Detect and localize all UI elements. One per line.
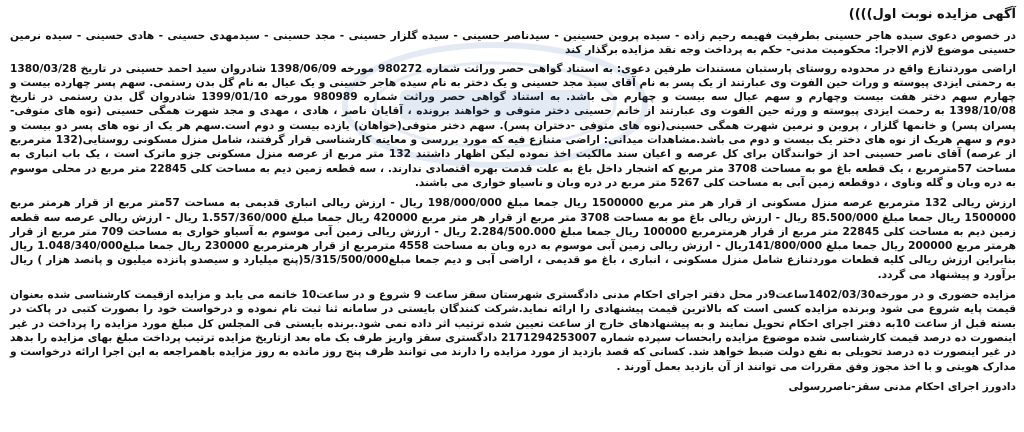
valuation-paragraph: ارزش ریالی 132 مترمربع عرصه منزل مسکونی از قرار هر متر مربع 1500000 ریال جمعا مبلغ 198/000/000 ریال - ارزش ریالی انباری قدیمی به مساحت 57متر مربع از قرار هرمتر مربع 1500000 ریال جمعا مبلغ 85.500/000 ریال - ارزش ریالی باغ مو به مساحت 3708 متر مربع از قرار هر متر مربع 420000 ریال جمعا مبلغ 1.557/360/000 ریال - ارزش ریالی عرصه سه قطعه زمین دیم به مساحت کلی 22845 متر مربع از قرار هرمترمربع 100000 ریال جمعا مبلغ 2.284/500.000 ریال - ارزش ریالی زمین آبی موسوم به آسیاو خواری به مساحت 709 متر مربع از قرار هرمتر مربع 200000 ریال جمعا مبلغ 141/800/000ریال - ارزش ریالی زمین آبی موسوم به دره وبان به مساحت 4558 مترمربع از قرار هرمترمربع 230000 ریال جمعا مبلغ1.048/340/000 ریال بنابراین ارزش ریالی کلیه قطعات موردتنازع شامل منزل مسکونی ، انباری ، باغ مو قدیمی ، اراضی آبی و دیم جمعا مبلغ5/315/500/000(پنج میلیارد و سیصدو پانزده میلیون و پانصد هزار ) ریال برآورد و پیشنهاد می گردد. (10, 197, 1017, 281)
case-parties-paragraph: در خصوص دعوی سیده هاجر حسینی بطرفیت فهیمه رحیم زاده - سیده پروین حسینین - سیدناصر حسینی - سیده گلزار حسینی - مجد حسینی - سیدمهدی حسینی - هادی حسینی - سیده نرمین حسینی موضوع لازم الاجرا: محکومیت مدنی- حکم به پرداخت وجه نقد مزایده برگذار کند (10, 30, 1016, 57)
notice-title: آگهی مزایده نوبت اول)))) (848, 7, 1016, 22)
auction-terms-paragraph: مزایده حضوری و در مورخه1402/03/30ساعت9در محل دفتر اجرای احکام مدنی دادگستری شهرستان سقز ساعت 9 شروع و در ساعت10 خاتمه می یابد و مزایده ازقیمت کارشناسی شده بعنوان قیمت پایه شروع می شود وبرنده مزایده کسی است که بالاترین قیمت پیشنهادی را ارائه نماید.شرکت کنندگان بایستی در سامانه ثنا ثبت نام نموده و درخواست خود را بصورت کتبی در پاکت در بسته قبل از ساعت 10به دفتر اجرای احکام تحویل نمایند و به پیشنهادهای خارج از ساعت تعیین شده ترتیب اثر داده نمی شود.برنده بایستی فی المجلس کل مبلغ مورد مزایده را پرداخت در غیر اینصورت ده درصد قیمت کارشناسی شده موضوع مزایده رابحساب سپرده شماره 2171294253007 دادگستری سقز واریز طرف یک ماه بعد ازتاریخ مزایده ترتیب پرداخت مبلغ بهای مزایده را بدهد در غیر اینصورت ده درصد تحویلی به نفع دولت ضبط خواهد شد. کسانی که قصد بازدید از مورد مزایده را دارند می توانند ظرف پنج روز مانده به روز مزایده باهمراجعه به این اجرا ارائه درخواست و مدارک هویتی و با اخذ مجوز وفق مقررات می توانند از آن بازدید بعمل آورند . (10, 289, 1016, 373)
property-description-paragraph: اراضی موردتنازع واقع در محدوده روستای پارستبان مستندات طرفین دعوی: به استناد گواهی حصر وراثت شماره 980272 مورخه 1398/06/09 شادروان سید احمد حسینی در تاریخ 1380/03/28 به رحمتی ایزدی پیوسته و ورات حین الفوت وی عبارتند از یک پسر به نام آقای سید مجد حسینی و یک دختر به نام سیده هاجر حسینی و یک عیال به نام گل بدن رستمی. سهم پسر چهارده بیست و چهارم سهم دختر هفت بیست وچهارم و سهم عیال سه بیست و چهارم می باشد. به استناد گواهی حصر وراثت شماره 980989 مورخه 1399/01/10 شادروان گل بدن رستمی در تاریخ 1398/10/08 به رحمت ایزدی پیوسته و ورثه حین الفوت وی عبارتند از خانم حسینی دختر متوفی و خواهند برونده ، آقایان ناصر ، هادی ، مهدی و مجد شهرت همگی حسینی (نوه های متوفی-پسران پسر) و خانمها گلزار ، پروین و نرمین شهرت همگی حسینی(نوه های متوفی -دختران پسر). سهم دختر متوفی(خواهان) یازده بیست و دوم است.سهم هر یک از نوه های پسر دو بیست و دوم و سهم هریک از نوه های دختر یک بیست و دوم می باشد.مشاهدات میدانی: اراضی متنازع فیه که مورد بررسی و معاینه کارشناسی قرار گرفتند، شامل منزل مسکونی روستایی(132 مترمربع از عرصه) آقای ناصر حسینی احد از خوانندگان برای کل عرصه و اعیان سند مالکیت اخذ نموده لیکن اظهار داشتند 132 متر مربع از عرصه منزل مسکونی جزو ماترک است ، یک باب انباری به مساحت 57مترمربع ، یک قطعه باغ مو به مساحت 3708 متر مربع که اشجار داخل باغ به علت قدمت بهره اقتصادی ندارند. ، سه قطعه زمین دیم به مساحت کلی 22845 متر مربع در محلی موسوم به دره وبان و گله وناوی ، دوقطعه زمین آبی به مساحت کلی 5267 متر مربع در دره وبان و ناسیاو خواری می باشند. (10, 62, 1016, 189)
signature: دادورز اجرای احکام مدنی سقز-ناصررسولی (788, 380, 1016, 393)
